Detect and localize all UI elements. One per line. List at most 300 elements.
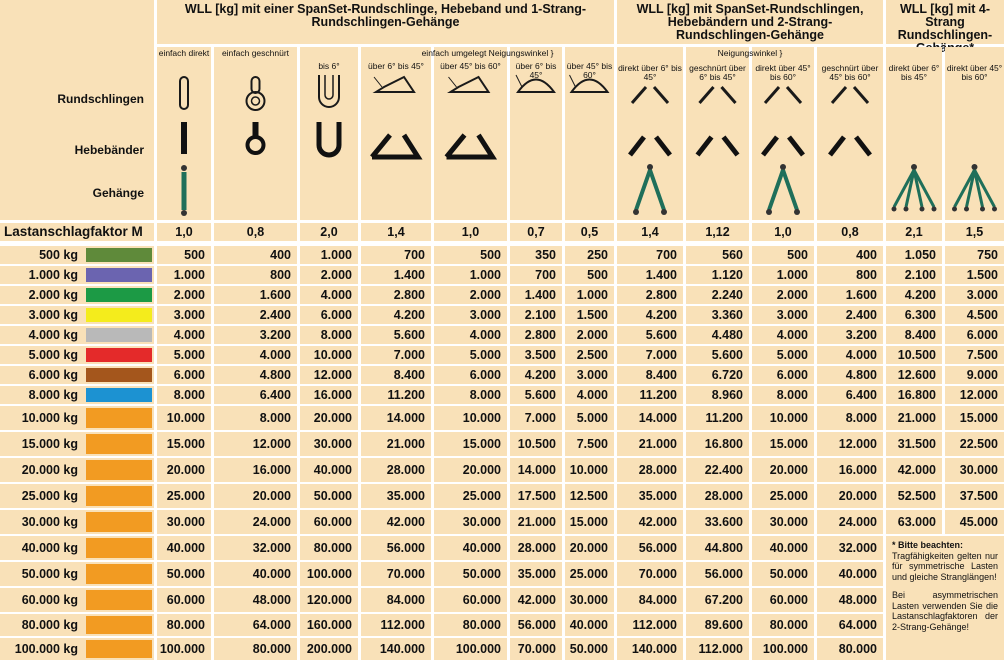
value-cell: 44.800 bbox=[686, 536, 749, 560]
value-cell: 14.000 bbox=[361, 406, 431, 430]
value-cell: 9.000 bbox=[945, 366, 1004, 384]
row-color-swatch bbox=[86, 388, 152, 402]
value-cell: 4.200 bbox=[361, 306, 431, 324]
value-cell: 6.000 bbox=[752, 366, 814, 384]
value-cell: 60.000 bbox=[434, 588, 507, 612]
column-label: über 6° bis 45° bbox=[368, 61, 424, 71]
value-cell: 10.000 bbox=[300, 346, 358, 364]
value-cell: 15.000 bbox=[565, 510, 614, 534]
factor-cell: 0,8 bbox=[214, 223, 297, 241]
value-cell: 7.000 bbox=[361, 346, 431, 364]
value-cell: 6.000 bbox=[945, 326, 1004, 344]
value-cell: 4.200 bbox=[886, 286, 942, 304]
value-cell: 2.100 bbox=[510, 306, 562, 324]
value-cell: 42.000 bbox=[617, 510, 683, 534]
value-cell: 37.500 bbox=[945, 484, 1004, 508]
column-header-0 bbox=[157, 47, 211, 220]
value-cell: 400 bbox=[817, 246, 883, 264]
value-cell: 4.000 bbox=[214, 346, 297, 364]
value-cell: 4.000 bbox=[565, 386, 614, 404]
value-cell: 112.000 bbox=[617, 614, 683, 636]
row-color-swatch bbox=[86, 640, 152, 658]
value-cell: 2.000 bbox=[300, 266, 358, 284]
value-cell: 25.000 bbox=[434, 484, 507, 508]
value-cell: 28.000 bbox=[361, 458, 431, 482]
column-header-10 bbox=[817, 47, 883, 220]
value-cell: 4.000 bbox=[817, 346, 883, 364]
value-cell: 4.800 bbox=[817, 366, 883, 384]
row-kg-label: 8.000 kg bbox=[0, 386, 84, 404]
value-cell: 3.000 bbox=[565, 366, 614, 384]
value-cell: 20.000 bbox=[565, 536, 614, 560]
value-cell: 20.000 bbox=[157, 458, 211, 482]
value-cell: 48.000 bbox=[214, 588, 297, 612]
group1-header bbox=[157, 0, 614, 44]
value-cell: 20.000 bbox=[434, 458, 507, 482]
value-cell: 4.480 bbox=[686, 326, 749, 344]
value-cell: 500 bbox=[157, 246, 211, 264]
value-cell: 84.000 bbox=[617, 588, 683, 612]
label-rundschlingen: Rundschlingen bbox=[57, 92, 144, 106]
note-cell bbox=[886, 536, 1004, 660]
value-cell: 10.000 bbox=[434, 406, 507, 430]
value-cell: 21.000 bbox=[886, 406, 942, 430]
factor-cell: 0,8 bbox=[817, 223, 883, 241]
value-cell: 60.000 bbox=[157, 588, 211, 612]
value-cell: 3.000 bbox=[752, 306, 814, 324]
value-cell: 64.000 bbox=[214, 614, 297, 636]
column-header-4 bbox=[434, 47, 507, 220]
value-cell: 400 bbox=[214, 246, 297, 264]
value-cell: 8.000 bbox=[300, 326, 358, 344]
column-label: direkt über 6° bis 45° bbox=[618, 63, 682, 82]
value-cell: 30.000 bbox=[752, 510, 814, 534]
column-label: bis 6° bbox=[318, 61, 340, 71]
lastanschlag-label-cell bbox=[0, 223, 154, 241]
value-cell: 2.240 bbox=[686, 286, 749, 304]
value-cell: 3.200 bbox=[817, 326, 883, 344]
value-cell: 250 bbox=[565, 246, 614, 264]
value-cell: 15.000 bbox=[945, 406, 1004, 430]
value-cell: 35.000 bbox=[617, 484, 683, 508]
value-cell: 8.000 bbox=[157, 386, 211, 404]
value-cell: 89.600 bbox=[686, 614, 749, 636]
value-cell: 33.600 bbox=[686, 510, 749, 534]
value-cell: 700 bbox=[361, 246, 431, 264]
column-header-12 bbox=[945, 47, 1004, 220]
value-cell: 12.600 bbox=[886, 366, 942, 384]
row-kg-label: 40.000 kg bbox=[0, 536, 84, 560]
value-cell: 50.000 bbox=[157, 562, 211, 586]
value-cell: 4.200 bbox=[617, 306, 683, 324]
value-cell: 4.000 bbox=[752, 326, 814, 344]
value-cell: 56.000 bbox=[617, 536, 683, 560]
row-color-swatch bbox=[86, 368, 152, 382]
factor-cell: 2,0 bbox=[300, 223, 358, 241]
sling-icon bbox=[886, 47, 942, 220]
factor-cell: 1,4 bbox=[617, 223, 683, 241]
value-cell: 5.000 bbox=[434, 346, 507, 364]
value-cell: 70.000 bbox=[617, 562, 683, 586]
value-cell: 2.400 bbox=[817, 306, 883, 324]
value-cell: 35.000 bbox=[510, 562, 562, 586]
value-cell: 20.000 bbox=[752, 458, 814, 482]
value-cell: 10.000 bbox=[752, 406, 814, 430]
value-cell: 17.500 bbox=[510, 484, 562, 508]
value-cell: 8.960 bbox=[686, 386, 749, 404]
value-cell: 56.000 bbox=[510, 614, 562, 636]
value-cell: 500 bbox=[752, 246, 814, 264]
value-cell: 12.000 bbox=[817, 432, 883, 456]
factor-cell: 1,5 bbox=[945, 223, 1004, 241]
column-label: über 45° bis 60° bbox=[440, 61, 501, 71]
value-cell: 10.000 bbox=[157, 406, 211, 430]
value-cell: 6.400 bbox=[817, 386, 883, 404]
value-cell: 64.000 bbox=[817, 614, 883, 636]
value-cell: 56.000 bbox=[686, 562, 749, 586]
sling-icon bbox=[214, 47, 297, 220]
row-kg-label: 6.000 kg bbox=[0, 366, 84, 384]
value-cell: 67.200 bbox=[686, 588, 749, 612]
value-cell: 30.000 bbox=[300, 432, 358, 456]
row-color-swatch bbox=[86, 616, 152, 634]
column-label: einfach geschnürt bbox=[221, 48, 290, 58]
row-color-swatch bbox=[86, 538, 152, 558]
column-header-8 bbox=[686, 47, 749, 220]
value-cell: 112.000 bbox=[361, 614, 431, 636]
value-cell: 84.000 bbox=[361, 588, 431, 612]
value-cell: 2.000 bbox=[157, 286, 211, 304]
value-cell: 6.000 bbox=[157, 366, 211, 384]
value-cell: 42.000 bbox=[361, 510, 431, 534]
row-kg-label: 80.000 kg bbox=[0, 614, 84, 636]
group3-title: WLL [kg] mit 4-Strang Rundschlingen- hän bbox=[897, 2, 993, 55]
label-gehaenge: Gehänge bbox=[92, 186, 144, 200]
value-cell: 40.000 bbox=[752, 536, 814, 560]
column-label: geschnürt über 6° bis 45° bbox=[689, 63, 746, 82]
column-header-2 bbox=[300, 47, 358, 220]
sling-icon bbox=[300, 47, 358, 220]
value-cell: 10.500 bbox=[510, 432, 562, 456]
value-cell: 2.800 bbox=[361, 286, 431, 304]
column-header-7 bbox=[617, 47, 683, 220]
value-cell: 1.500 bbox=[565, 306, 614, 324]
value-cell: 1.600 bbox=[214, 286, 297, 304]
value-cell: 50.000 bbox=[565, 638, 614, 660]
sling-icon bbox=[945, 47, 1004, 220]
value-cell: 5.000 bbox=[157, 346, 211, 364]
value-cell: 2.400 bbox=[214, 306, 297, 324]
value-cell: 22.400 bbox=[686, 458, 749, 482]
row-kg-label: 50.000 kg bbox=[0, 562, 84, 586]
column-header-5 bbox=[510, 47, 562, 220]
value-cell: 100.000 bbox=[752, 638, 814, 660]
column-label: direkt über 45° bis 60° bbox=[755, 63, 811, 82]
row-color-swatch bbox=[86, 512, 152, 532]
row-kg-label: 30.000 kg bbox=[0, 510, 84, 534]
row-kg-label: 25.000 kg bbox=[0, 484, 84, 508]
value-cell: 4.200 bbox=[510, 366, 562, 384]
value-cell: 140.000 bbox=[617, 638, 683, 660]
value-cell: 3.000 bbox=[157, 306, 211, 324]
value-cell: 10.500 bbox=[886, 346, 942, 364]
value-cell: 60.000 bbox=[300, 510, 358, 534]
value-cell: 100.000 bbox=[157, 638, 211, 660]
row-kg-label: 15.000 kg bbox=[0, 432, 84, 456]
row-color-swatch bbox=[86, 328, 152, 342]
value-cell: 25.000 bbox=[565, 562, 614, 586]
value-cell: 16.800 bbox=[686, 432, 749, 456]
value-cell: 80.000 bbox=[214, 638, 297, 660]
value-cell: 8.000 bbox=[434, 386, 507, 404]
value-cell: 80.000 bbox=[157, 614, 211, 636]
value-cell: 1.400 bbox=[361, 266, 431, 284]
row-kg-label: 60.000 kg bbox=[0, 588, 84, 612]
value-cell: 100.000 bbox=[434, 638, 507, 660]
value-cell: 15.000 bbox=[157, 432, 211, 456]
value-cell: 28.000 bbox=[510, 536, 562, 560]
row-kg-label: 20.000 kg bbox=[0, 458, 84, 482]
value-cell: 6.720 bbox=[686, 366, 749, 384]
value-cell: 12.500 bbox=[565, 484, 614, 508]
factor-cell: 2,1 bbox=[886, 223, 942, 241]
row-color-swatch bbox=[86, 408, 152, 428]
sling-icon bbox=[434, 47, 507, 220]
label-panel bbox=[0, 0, 154, 220]
column-label: über 45° bis 60° bbox=[566, 61, 613, 80]
value-cell: 10.000 bbox=[565, 458, 614, 482]
factor-cell: 1,12 bbox=[686, 223, 749, 241]
value-cell: 50.000 bbox=[752, 562, 814, 586]
value-cell: 6.000 bbox=[434, 366, 507, 384]
value-cell: 40.000 bbox=[817, 562, 883, 586]
column-header-9 bbox=[752, 47, 814, 220]
value-cell: 1.500 bbox=[945, 266, 1004, 284]
value-cell: 11.200 bbox=[617, 386, 683, 404]
value-cell: 800 bbox=[817, 266, 883, 284]
factor-cell: 0,5 bbox=[565, 223, 614, 241]
value-cell: 100.000 bbox=[300, 562, 358, 586]
value-cell: 60.000 bbox=[752, 588, 814, 612]
value-cell: 700 bbox=[617, 246, 683, 264]
column-label: direkt über 45° bis 60° bbox=[946, 63, 1003, 82]
value-cell: 3.360 bbox=[686, 306, 749, 324]
row-color-swatch bbox=[86, 348, 152, 362]
factor-cell: 1,0 bbox=[752, 223, 814, 241]
sling-icon bbox=[686, 47, 749, 220]
value-cell: 25.000 bbox=[752, 484, 814, 508]
value-cell: 5.000 bbox=[565, 406, 614, 430]
group1-title: WLL [kg] mit einer SpanSet-Rundschlinge, Hebeband und 1-Strang-Rundschlingen-Gehänge bbox=[184, 2, 587, 29]
value-cell: 21.000 bbox=[510, 510, 562, 534]
value-cell: 40.000 bbox=[434, 536, 507, 560]
value-cell: 8.000 bbox=[752, 386, 814, 404]
value-cell: 35.000 bbox=[361, 484, 431, 508]
value-cell: 3.200 bbox=[214, 326, 297, 344]
row-kg-label: 3.000 kg bbox=[0, 306, 84, 324]
value-cell: 40.000 bbox=[157, 536, 211, 560]
factor-cell: 1,4 bbox=[361, 223, 431, 241]
value-cell: 16.000 bbox=[817, 458, 883, 482]
value-cell: 30.000 bbox=[945, 458, 1004, 482]
value-cell: 350 bbox=[510, 246, 562, 264]
value-cell: 40.000 bbox=[214, 562, 297, 586]
value-cell: 12.000 bbox=[300, 366, 358, 384]
column-label: über 6° bis 45° bbox=[515, 61, 557, 80]
row-kg-label: 1.000 kg bbox=[0, 266, 84, 284]
sling-icon bbox=[752, 47, 814, 220]
value-cell: 32.000 bbox=[817, 536, 883, 560]
column-header-3 bbox=[361, 47, 431, 220]
value-cell: 2.100 bbox=[886, 266, 942, 284]
row-kg-label: 5.000 kg bbox=[0, 346, 84, 364]
row-color-swatch bbox=[86, 434, 152, 454]
value-cell: 30.000 bbox=[157, 510, 211, 534]
factor-cell: 1,0 bbox=[157, 223, 211, 241]
sling-icon bbox=[565, 47, 614, 220]
value-cell: 800 bbox=[214, 266, 297, 284]
value-cell: 30.000 bbox=[434, 510, 507, 534]
row-color-swatch bbox=[86, 248, 152, 262]
value-cell: 24.000 bbox=[817, 510, 883, 534]
column-header-11 bbox=[886, 47, 942, 220]
row-color-swatch bbox=[86, 268, 152, 282]
note-title: * Bitte beachten: bbox=[892, 540, 964, 550]
value-cell: 7.000 bbox=[510, 406, 562, 430]
value-cell: 2.500 bbox=[565, 346, 614, 364]
value-cell: 30.000 bbox=[565, 588, 614, 612]
value-cell: 28.000 bbox=[617, 458, 683, 482]
value-cell: 25.000 bbox=[157, 484, 211, 508]
value-cell: 500 bbox=[565, 266, 614, 284]
row-color-swatch bbox=[86, 308, 152, 322]
value-cell: 2.000 bbox=[565, 326, 614, 344]
value-cell: 4.000 bbox=[157, 326, 211, 344]
group3-header bbox=[886, 0, 1004, 55]
value-cell: 750 bbox=[945, 246, 1004, 264]
value-cell: 15.000 bbox=[752, 432, 814, 456]
value-cell: 7.500 bbox=[565, 432, 614, 456]
value-cell: 20.000 bbox=[817, 484, 883, 508]
value-cell: 700 bbox=[510, 266, 562, 284]
sling-icon bbox=[817, 47, 883, 220]
value-cell: 11.200 bbox=[361, 386, 431, 404]
value-cell: 160.000 bbox=[300, 614, 358, 636]
value-cell: 16.000 bbox=[214, 458, 297, 482]
value-cell: 8.000 bbox=[817, 406, 883, 430]
value-cell: 40.000 bbox=[565, 614, 614, 636]
row-kg-label: 100.000 kg bbox=[0, 638, 84, 660]
value-cell: 12.000 bbox=[945, 386, 1004, 404]
value-cell: 70.000 bbox=[361, 562, 431, 586]
value-cell: 42.000 bbox=[510, 588, 562, 612]
row-kg-label: 4.000 kg bbox=[0, 326, 84, 344]
value-cell: 80.000 bbox=[300, 536, 358, 560]
value-cell: 20.000 bbox=[214, 484, 297, 508]
factor-cell: 1,0 bbox=[434, 223, 507, 241]
column-label: einfach direkt bbox=[158, 48, 210, 58]
value-cell: 6.000 bbox=[300, 306, 358, 324]
value-cell: 63.000 bbox=[886, 510, 942, 534]
value-cell: 42.000 bbox=[886, 458, 942, 482]
row-color-swatch bbox=[86, 590, 152, 610]
value-cell: 4.500 bbox=[945, 306, 1004, 324]
value-cell: 4.000 bbox=[300, 286, 358, 304]
value-cell: 1.000 bbox=[752, 266, 814, 284]
value-cell: 20.000 bbox=[300, 406, 358, 430]
value-cell: 5.000 bbox=[752, 346, 814, 364]
group2-header bbox=[617, 0, 883, 44]
value-cell: 1.400 bbox=[510, 286, 562, 304]
value-cell: 2.800 bbox=[510, 326, 562, 344]
value-cell: 80.000 bbox=[752, 614, 814, 636]
value-cell: 14.000 bbox=[510, 458, 562, 482]
value-cell: 2.000 bbox=[434, 286, 507, 304]
value-cell: 14.000 bbox=[617, 406, 683, 430]
row-color-swatch bbox=[86, 564, 152, 584]
value-cell: 1.400 bbox=[617, 266, 683, 284]
value-cell: 1.000 bbox=[157, 266, 211, 284]
value-cell: 1.050 bbox=[886, 246, 942, 264]
note-p2: Bei asymmetrischen Lasten verwenden Sie die Lastanschlagfaktoren der 2-Strang-Gehänge! bbox=[892, 590, 998, 632]
value-cell: 22.500 bbox=[945, 432, 1004, 456]
value-cell: 32.000 bbox=[214, 536, 297, 560]
value-cell: 3.500 bbox=[510, 346, 562, 364]
row-color-swatch bbox=[86, 288, 152, 302]
value-cell: 6.300 bbox=[886, 306, 942, 324]
sub-neigungswinkel: Neigungswinkel } bbox=[717, 48, 783, 58]
value-cell: 48.000 bbox=[817, 588, 883, 612]
value-cell: 7.500 bbox=[945, 346, 1004, 364]
sling-icon bbox=[510, 47, 562, 220]
value-cell: 200.000 bbox=[300, 638, 358, 660]
group2-title: WLL [kg] mit SpanSet-Rundschlingen, Hebebändern und 2-Strang-Rundschlingen-Gehänge bbox=[636, 2, 864, 42]
note-text bbox=[886, 536, 1004, 636]
sling-icon bbox=[157, 47, 211, 220]
label-hebebaender: Hebebänder bbox=[74, 143, 144, 157]
value-cell: 45.000 bbox=[945, 510, 1004, 534]
sling-icon bbox=[361, 47, 431, 220]
value-cell: 12.000 bbox=[214, 432, 297, 456]
value-cell: 80.000 bbox=[817, 638, 883, 660]
column-header-1 bbox=[214, 47, 297, 220]
value-cell: 560 bbox=[686, 246, 749, 264]
value-cell: 3.000 bbox=[434, 306, 507, 324]
value-cell: 24.000 bbox=[214, 510, 297, 534]
value-cell: 8.400 bbox=[886, 326, 942, 344]
label-lastanschlag: Lastanschlagfaktor M bbox=[4, 224, 143, 239]
value-cell: 1.000 bbox=[434, 266, 507, 284]
column-header-6 bbox=[565, 47, 614, 220]
value-cell: 140.000 bbox=[361, 638, 431, 660]
column-label: direkt über 6° bis 45° bbox=[888, 63, 940, 82]
row-kg-label: 10.000 kg bbox=[0, 406, 84, 430]
value-cell: 15.000 bbox=[434, 432, 507, 456]
value-cell: 4.800 bbox=[214, 366, 297, 384]
value-cell: 8.400 bbox=[361, 366, 431, 384]
value-cell: 1.600 bbox=[817, 286, 883, 304]
value-cell: 5.600 bbox=[510, 386, 562, 404]
value-cell: 31.500 bbox=[886, 432, 942, 456]
row-kg-label: 2.000 kg bbox=[0, 286, 84, 304]
value-cell: 120.000 bbox=[300, 588, 358, 612]
value-cell: 11.200 bbox=[686, 406, 749, 430]
value-cell: 8.000 bbox=[214, 406, 297, 430]
value-cell: 3.000 bbox=[945, 286, 1004, 304]
value-cell: 28.000 bbox=[686, 484, 749, 508]
value-cell: 56.000 bbox=[361, 536, 431, 560]
value-cell: 5.600 bbox=[686, 346, 749, 364]
